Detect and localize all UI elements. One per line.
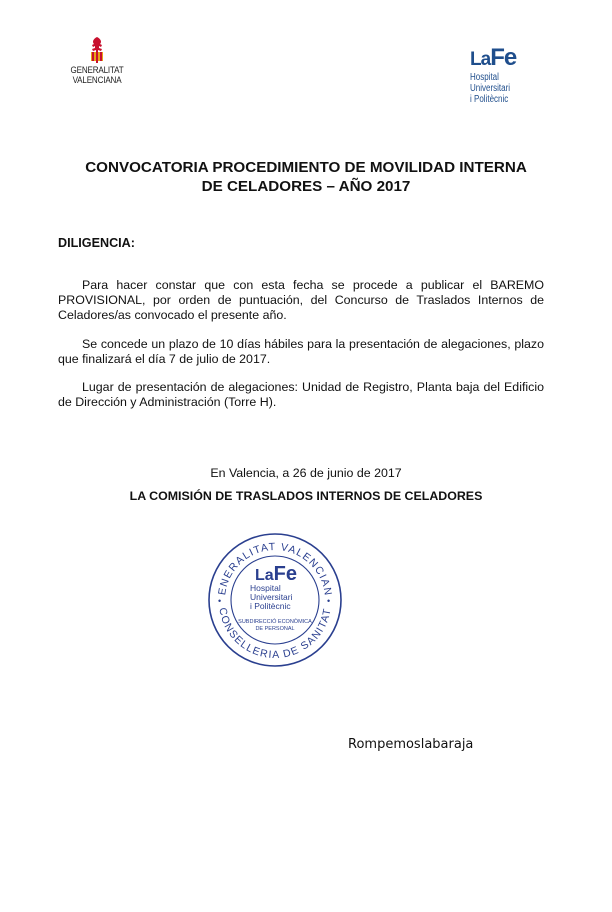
stamp-dept1: SUBDIRECCIÓ ECONÒMICA — [238, 619, 312, 625]
document-title-line1: CONVOCATORIA PROCEDIMIENTO DE MOVILIDAD INTERNA — [85, 159, 527, 176]
stamp-sub3: i Politècnic — [250, 601, 291, 611]
paragraph-3: Lugar de presentación de alegaciones: Unidad de Registro, Planta baja del Edificio de Dirección y Administración (Torre H). — [58, 380, 544, 409]
generalitat-line2: VALENCIANA — [72, 75, 122, 86]
stamp-dept2: DE PERSONAL — [255, 626, 295, 632]
signatory: LA COMISIÓN DE TRASLADOS INTERNOS DE CELADORES — [129, 489, 483, 503]
stamp-sub2: Universitari — [250, 592, 293, 602]
lafe-sub1: Hospital — [470, 72, 499, 83]
svg-text:•: • — [218, 596, 222, 606]
official-stamp — [205, 530, 345, 670]
generalitat-logo — [62, 36, 132, 86]
stamp-sub1: Hospital — [250, 583, 281, 593]
document-title-line2: DE CELADORES – AÑO 2017 — [201, 178, 411, 195]
stamp-wordmark: LaFe — [255, 563, 298, 585]
stamp-ring-bottom: CONSELLERIA DE SANITAT — [216, 606, 334, 662]
signature-text: Rompemoslabaraja — [348, 737, 474, 752]
svg-text:•: • — [327, 596, 331, 606]
coat-of-arms-icon — [84, 36, 110, 66]
stamp-ring-top: ENERALITAT VALENCIAN — [216, 540, 334, 598]
paragraph-2: Se concede un plazo de 10 días hábiles para la presentación de alegaciones, plazo que finalizará el día 7 de julio de 2017. — [58, 337, 544, 366]
lafe-sub3: i Politècnic — [470, 94, 509, 105]
lafe-sub2: Universitari — [470, 83, 511, 94]
generalitat-line1: GENERALITAT — [70, 65, 124, 76]
paragraph-1: Para hacer constar que con esta fecha se procede a publicar el BAREMO PROVISIONAL, por orden de puntuación, del Concurso de Traslados Internos de Celadores/as convocado el presente año. — [58, 278, 544, 322]
lafe-wordmark: LaFe — [470, 44, 517, 71]
diligencia-label: DILIGENCIA: — [58, 236, 135, 250]
place-date: En Valencia, a 26 de junio de 2017 — [210, 466, 402, 480]
lafe-logo — [470, 46, 550, 105]
